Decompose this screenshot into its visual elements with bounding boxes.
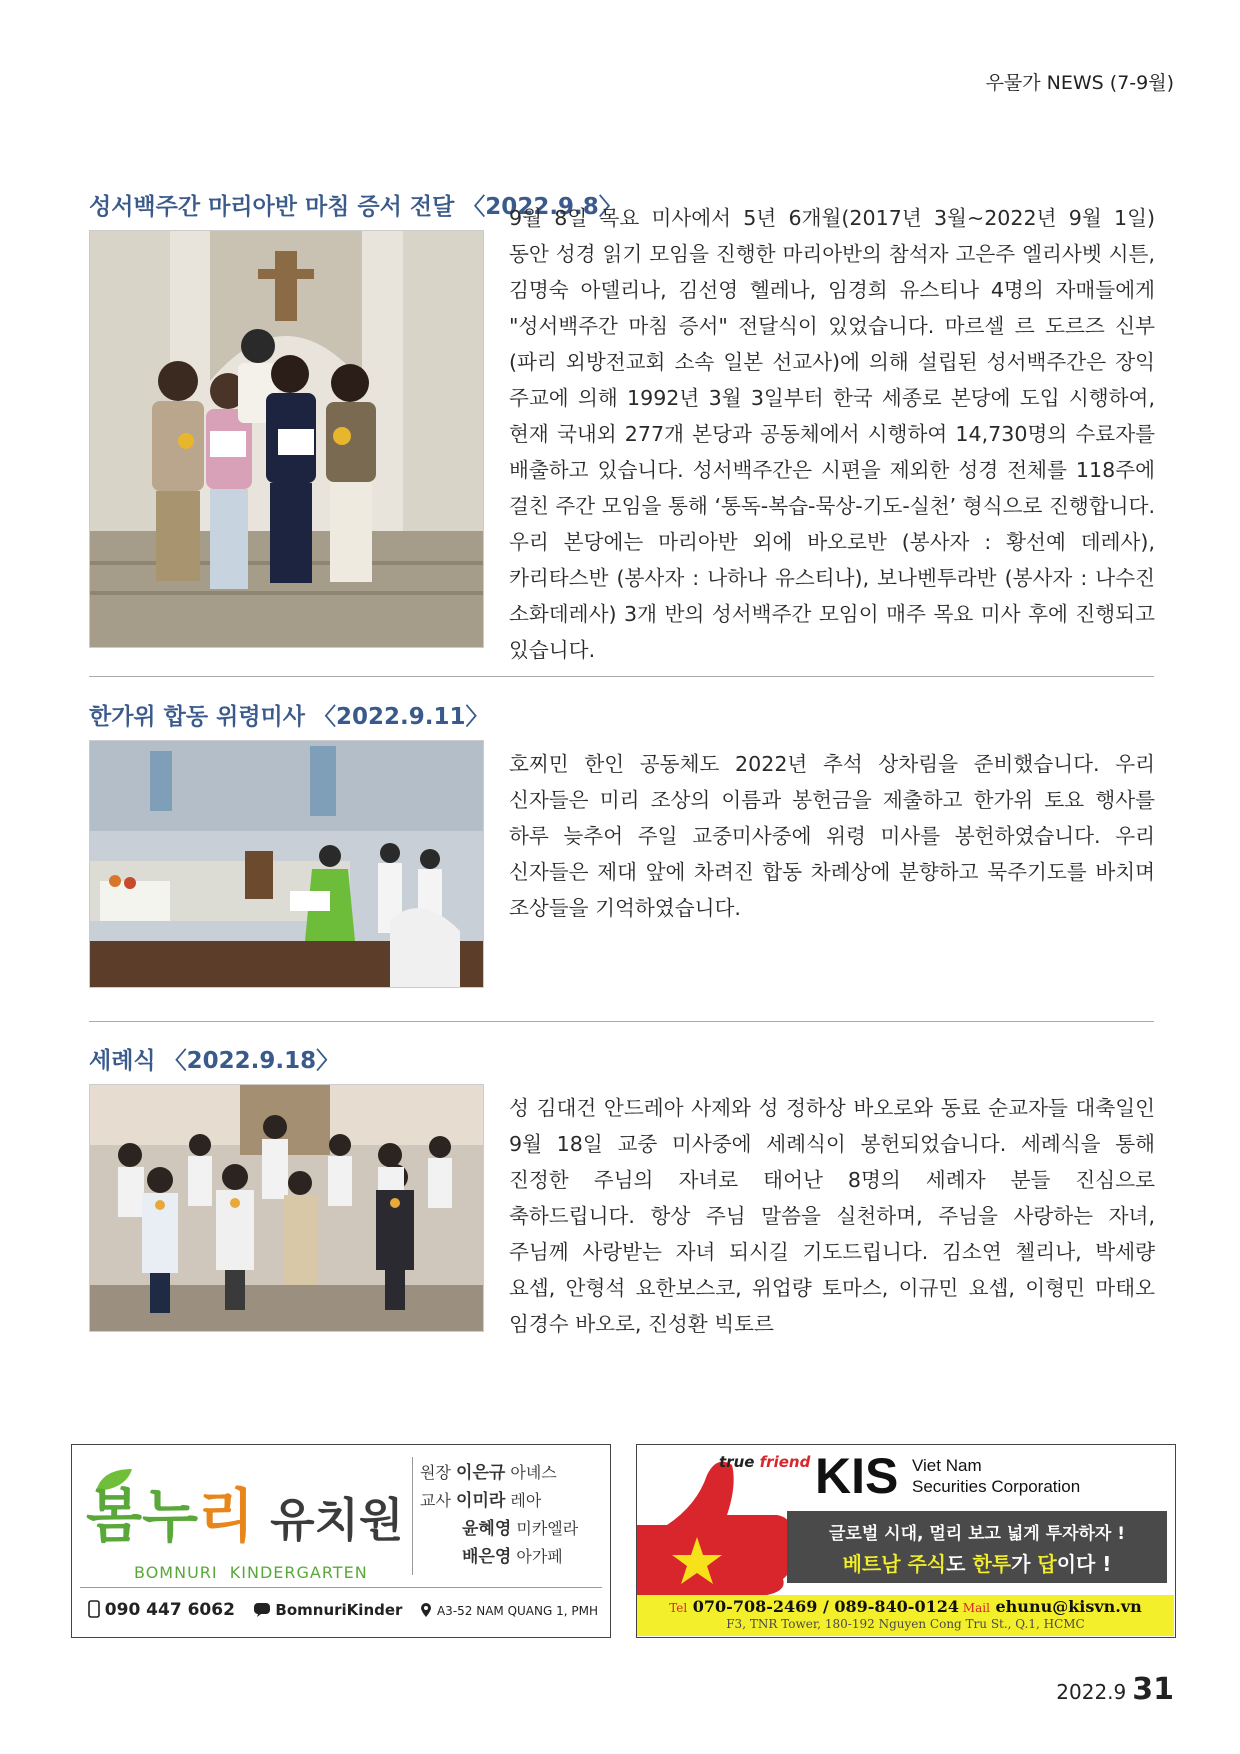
ad-divider	[412, 1457, 413, 1575]
kis-tagline: true friend	[719, 1453, 811, 1471]
section-baptism	[89, 1044, 1155, 1336]
kis-slogan-box	[787, 1511, 1167, 1583]
kis-slogan-line2: 베트남 주식도 한투가 답이다 !	[842, 1552, 1112, 1576]
kinder-kakao: BomnuriKinder	[253, 1601, 403, 1619]
kinder-contact-row	[88, 1600, 598, 1620]
footer-date: 2022.9	[1056, 1680, 1127, 1704]
phone-icon	[88, 1600, 100, 1618]
section-memorial-mass	[89, 700, 1155, 920]
photo-certificate-group	[89, 230, 484, 648]
section-divider	[89, 676, 1154, 677]
kis-brand: KIS	[815, 1448, 899, 1504]
kinder-phone: 090 447 6062	[88, 1600, 235, 1620]
chat-bubble-icon	[253, 1602, 271, 1618]
kis-contact-bar	[637, 1595, 1174, 1636]
kinder-staff-list: 원장 이은규 아녜스 교사 이미라 레아 윤혜영 미카엘라 배은영 아가페	[420, 1463, 579, 1567]
kis-brand-subtitle: Viet Nam Securities Corporation	[912, 1456, 1081, 1496]
kis-slogan-line1: 글로벌 시대, 멀리 보고 넓게 투자하자 !	[828, 1524, 1126, 1544]
kis-address: F3, TNR Tower, 180-192 Nguyen Cong Tru St., Q.1, HCMC	[726, 1617, 1085, 1631]
photo-baptism-group	[89, 1084, 484, 1332]
section-title: 세례식 〈2022.9.18〉	[89, 1048, 340, 1074]
section-body: 호찌민 한인 공동체도 2022년 추석 상차림을 준비했습니다. 우리 신자들은 미리 조상의 이름과 봉헌금을 제출하고 한가위 토요 행사를 하루 늦추어 주일 교중미사중에 위령 미사를 봉헌하였습니다. 우리 신자들은 제대 앞에 차려진 합동 차례상에 분향하고 묵주기도를 바치며 조상들을 기억하였습니다.	[509, 752, 1155, 920]
kinder-address: A3-52 NAM QUANG 1, PMH	[420, 1601, 598, 1619]
kinder-english-name: BOMNURI KINDERGARTEN	[134, 1563, 368, 1582]
kinder-logo	[86, 1459, 416, 1589]
photo-memorial-mass	[89, 740, 484, 988]
section-body: 9월 8일 목요 미사에서 5년 6개월(2017년 3월~2022년 9월 1일) 동안 성경 읽기 모임을 진행한 마리아반의 참석자 고은주 엘리사벳 시튼, 김명숙 아델리나, 김선영 헬레나, 임경희 유스티나 4명의 자매들에게 "성서백주간 마침 증서" 전달식이 있었습니다. 마르셀 르 도르즈 신부(파리 외방전교회 소속 일본 선교사)에 의해 설립된 성서백주간은 장익 주교에 의해 1992년 3월 3일부터 한국 세종로 본당에 도입 시행하여, 현재 국내외 277개 본당과 공동체에서 시행하여 14,730명의 수료자를 배출하고 있습니다. 성서백주간은 시편을 제외한 성경 전체를 118주에 걸친 주간 모임을 통해 ‘통독-복습-묵상-기도-실천’ 형식으로 진행합니다. 우리 본당에는 마리아반 외에 바오로반 (봉사자 : 황선예 데레사), 카리타스반 (봉사자 : 나하나 유스티나), 보나벤투라반 (봉사자 : 나수진 소화데레사) 3개 반의 성서백주간 모임이 매주 목요 미사 후에 진행되고 있습니다.	[509, 206, 1155, 662]
page-number: 31	[1132, 1672, 1174, 1707]
section-body: 성 김대건 안드레아 사제와 성 정하상 바오로와 동료 순교자들 대축일인 9월 18일 교중 미사중에 세례식이 봉헌되었습니다. 세례식을 통해 진정한 주님의 자녀로 태어난 8명의 세례자 분들 진심으로 축하드립니다. 항상 주님 말씀을 실천하며, 주님을 사랑하는 자녀, 주님께 사랑받는 자녀 되시길 기도드립니다. 김소연 첼리나, 박세량 요셉, 안형석 요한보스코, 위업량 토마스, 이규민 요셉, 이형민 마태오 임경수 바오로, 진성환 빅토르	[509, 1096, 1155, 1336]
location-pin-icon	[420, 1602, 432, 1618]
section-title: 성서백주간 마리아반 마침 증서 전달 〈2022.9.8〉	[89, 194, 622, 220]
kinder-name: 봄누리 유치원	[86, 1482, 404, 1550]
ad-divider	[80, 1587, 602, 1588]
kis-banner	[637, 1445, 1174, 1595]
section-bible-study	[89, 190, 1155, 662]
ad-bomnuri-kindergarten	[71, 1444, 611, 1638]
section-title: 한가위 합동 위령미사 〈2022.9.11〉	[89, 704, 489, 730]
running-header: 우물가 NEWS (7-9월)	[985, 72, 1174, 94]
ad-kis-securities	[636, 1444, 1176, 1638]
section-divider	[89, 1021, 1154, 1022]
page-footer	[1056, 1672, 1174, 1707]
kis-contact-line: Tel 070-708-2469 / 089-840-0124 Mail ehunu@kisvn.vn	[669, 1597, 1142, 1616]
